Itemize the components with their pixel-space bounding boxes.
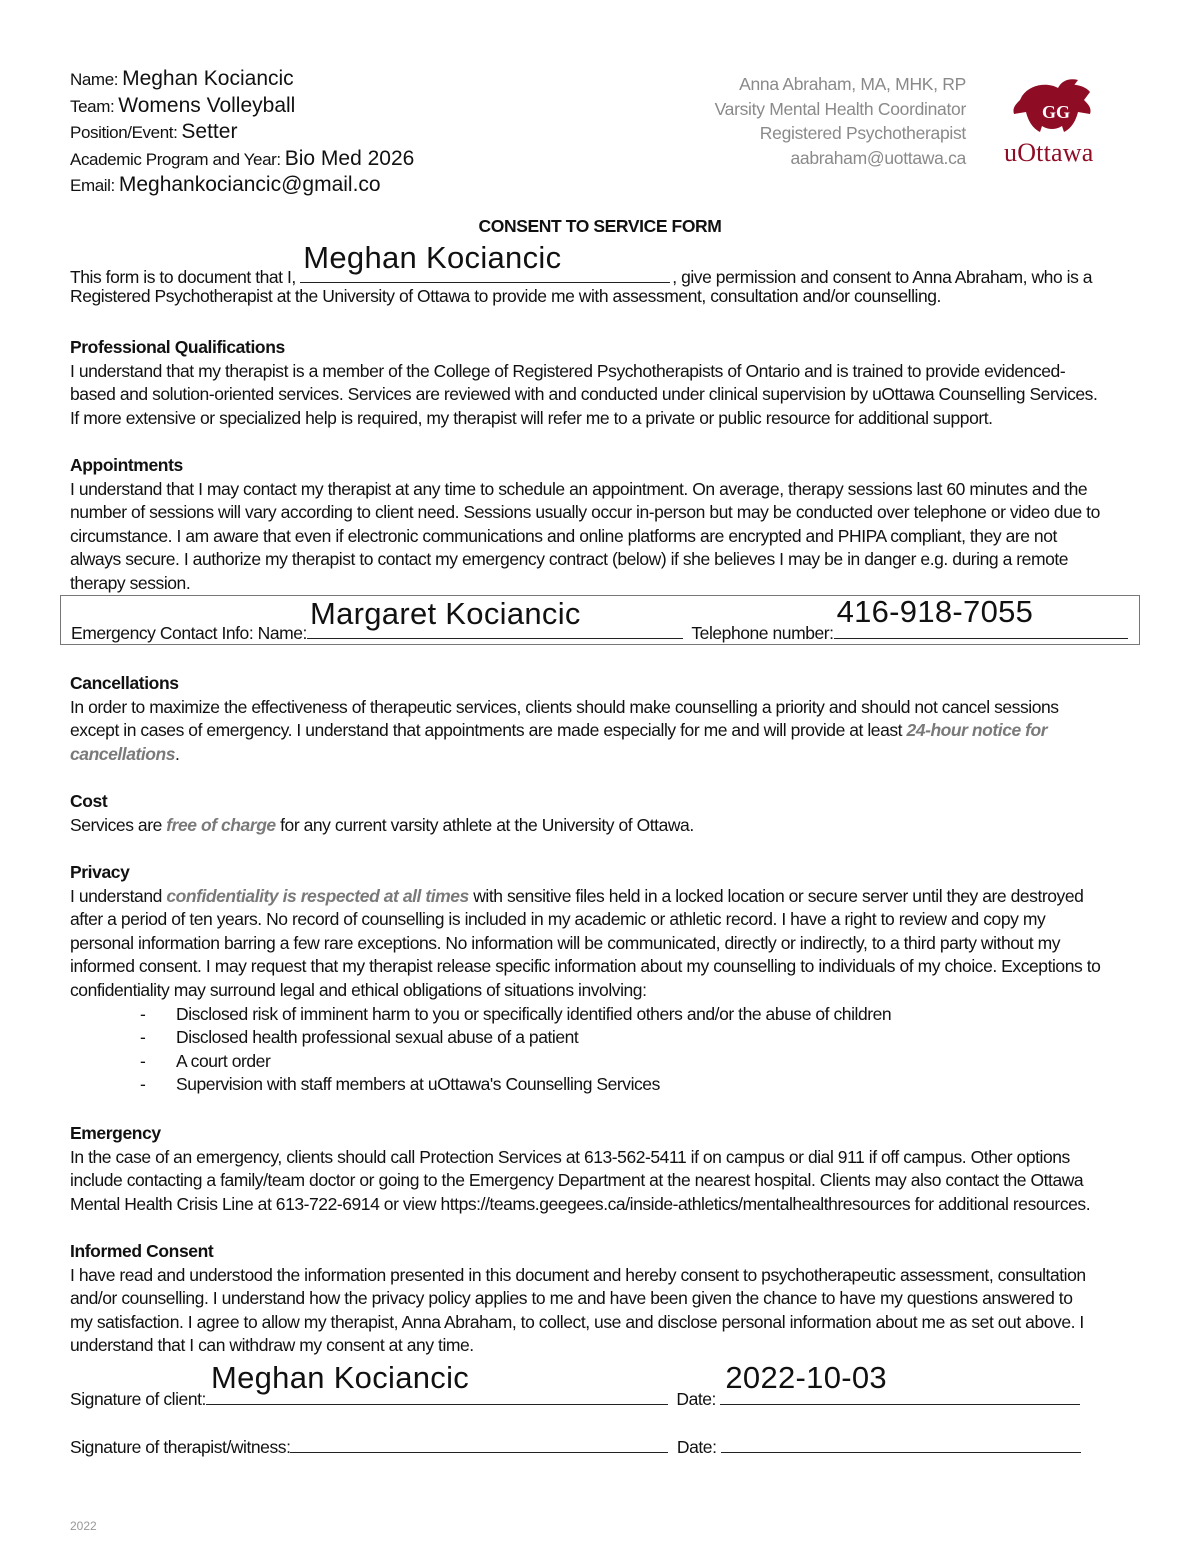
- athlete-team-row: [70, 93, 414, 120]
- team-label: Team:: [70, 96, 115, 116]
- cancellations-section: [70, 672, 1140, 766]
- client-date-field[interactable]: [720, 1360, 1080, 1405]
- appointments-line-5: therapy session.: [70, 572, 191, 593]
- cancellations-line-2-text: except in cases of emergency. I understand that appointments are made especially for me and will provide at least: [70, 720, 907, 741]
- cancellations-line-2: [70, 719, 1140, 743]
- team-value[interactable]: Womens Volleyball: [118, 93, 296, 117]
- client-signature-field[interactable]: [206, 1360, 668, 1405]
- cost-section: [70, 790, 1140, 837]
- name-value[interactable]: Meghan Kociancic: [122, 67, 294, 90]
- client-signature-label: Signature of client:: [70, 1389, 206, 1409]
- privacy-line-5: confidentiality may surround legal and ethical obligations of situations involving:: [70, 979, 647, 1000]
- appointments-line-1: I understand that I may contact my therapist at any time to schedule an appointment. On average, therapy sessions last 60 minutes and the: [70, 478, 1088, 499]
- informed-consent-line-4: understand that I can withdraw my consent at any time.: [70, 1335, 474, 1356]
- list-item: - Disclosed risk of imminent harm to you or specifically identified others and/or the abuse of children: [140, 1003, 1140, 1027]
- intro-line-2: Registered Psychotherapist at the University of Ottawa to provide me with assessment, consultation and/or counselling.: [70, 286, 941, 306]
- client-date-value: 2022-10-03: [725, 1360, 887, 1395]
- intro-statement: [70, 240, 1150, 307]
- qualifications-section: [70, 336, 1140, 430]
- emergency-line-2: include contacting a family/team doctor or going to the Emergency Department at the nearest hospital. Clients may also contact the Ottawa: [70, 1170, 1084, 1191]
- emergency-section: [70, 1122, 1140, 1216]
- therapist-name: Anna Abraham, MA, MHK, RP: [739, 74, 966, 94]
- emergency-phone-field[interactable]: [834, 594, 1128, 639]
- therapist-signature-label: Signature of therapist/witness:: [70, 1437, 291, 1457]
- therapist-email: aabraham@uottawa.ca: [790, 147, 966, 168]
- list-item: - A court order: [140, 1050, 1140, 1074]
- privacy-line-1: [70, 885, 1140, 909]
- logo-emblem-text: GG: [1041, 102, 1071, 122]
- intro-client-name-field[interactable]: [300, 240, 670, 283]
- appointments-line-2: number of sessions will vary according to client need. Sessions usually occur in-person but may be conducted over telephone or video due to: [70, 502, 1100, 523]
- informed-consent-section: [70, 1240, 1140, 1358]
- position-value[interactable]: Setter: [181, 120, 238, 143]
- cancellations-line-1: In order to maximize the effectiveness of therapeutic services, clients should make counselling a priority and should not cancel sessions: [70, 696, 1059, 717]
- uottawa-wordmark: uOttawa: [1004, 138, 1094, 167]
- client-date-label: Date:: [676, 1389, 716, 1409]
- privacy-suffix: with sensitive files held in a locked location or secure server until they are destroyed: [468, 885, 1084, 906]
- list-item: - Disclosed health professional sexual abuse of a patient: [140, 1026, 1140, 1050]
- therapist-title: Registered Psychotherapist: [759, 123, 966, 143]
- cancellations-line-3: [70, 743, 1140, 767]
- cancellation-notice-highlight: 24-hour notice for: [906, 720, 1048, 741]
- cost-prefix: Services are: [70, 814, 167, 835]
- cost-line: [70, 814, 1140, 838]
- cost-highlight: free of charge: [166, 814, 276, 835]
- list-item: - Supervision with staff members at uOttawa's Counselling Services: [140, 1073, 1140, 1097]
- therapist-date-field[interactable]: [721, 1414, 1081, 1453]
- emergency-phone-label: Telephone number:: [691, 623, 834, 643]
- informed-consent-line-2: and/or counselling. I understand how the privacy policy applies to me and have been given the chance to have my questions answered to: [70, 1288, 1073, 1309]
- privacy-line-4: informed consent. I may request that my therapist release specific information about my counselling to individuals of my choice. Exceptions to: [70, 956, 1101, 977]
- privacy-heading: Privacy: [70, 862, 130, 882]
- informed-consent-line-1: I have read and understood the information presented in this document and hereby consent to psychotherapeutic assessment, consultation: [70, 1264, 1086, 1285]
- privacy-line-3: personal information barring a few rare exceptions. No information will be communicated, directly or indirectly, to a third party without my: [70, 932, 1061, 953]
- privacy-line-2: after a period of ten years. No record of counselling is included in my academic or athletic record. I have a right to review and copy my: [70, 909, 1046, 930]
- emergency-line-1: In the case of an emergency, clients should call Protection Services at 613-562-5411 if on campus or dial 911 if off campus. Other options: [70, 1146, 1070, 1167]
- emergency-line-3: Mental Health Crisis Line at 613-722-6914 or view https://teams.geegees.ca/inside-athletics/mentalhealthresources for additional resources.: [70, 1193, 1091, 1214]
- athlete-info: [70, 66, 414, 199]
- program-value[interactable]: Bio Med 2026: [284, 146, 415, 170]
- intro-suffix: , give permission and consent to Anna Abraham, who is a: [672, 267, 1093, 287]
- cost-heading: Cost: [70, 791, 108, 811]
- intro-client-name: Meghan Kociancic: [303, 240, 562, 275]
- form-title: CONSENT TO SERVICE FORM: [478, 216, 722, 236]
- informed-consent-heading: Informed Consent: [70, 1241, 214, 1261]
- appointments-heading: Appointments: [70, 455, 183, 475]
- client-signature-row: [70, 1360, 1080, 1410]
- privacy-highlight: confidentiality is respected at all times: [166, 885, 469, 906]
- athlete-position-row: [70, 119, 414, 146]
- athlete-email-row: [70, 172, 414, 199]
- client-signature-value: Meghan Kociancic: [210, 1360, 470, 1395]
- qualifications-line-2: based and solution-oriented services. Services are reviewed with and conducted under clinical supervision by uOttawa Counselling Services.: [70, 384, 1098, 405]
- emergency-phone-value: 416-918-7055: [836, 594, 1034, 629]
- therapist-info: [715, 72, 966, 170]
- therapist-signature-row: [70, 1414, 1081, 1458]
- athlete-program-row: [70, 146, 414, 173]
- appointments-section: [70, 454, 1140, 596]
- emergency-contact-row: [71, 594, 1128, 644]
- appointments-line-3: circumstance. I am aware that even if electronic communications and online platforms are encrypted and PHIPA compliant, they are not: [70, 525, 1057, 546]
- qualifications-line-3: If more extensive or specialized help is required, my therapist will refer me to a private or public resource for additional support.: [70, 407, 993, 428]
- intro-prefix: This form is to document that I,: [70, 267, 296, 287]
- name-label: Name:: [70, 70, 119, 89]
- therapist-date-label: Date:: [676, 1437, 717, 1457]
- position-label: Position/Event:: [70, 123, 178, 142]
- emergency-contact-box: [60, 595, 1140, 645]
- emergency-name-label: Emergency Contact Info: Name:: [71, 623, 307, 643]
- cancellations-line-3-suffix: .: [175, 743, 180, 764]
- informed-consent-line-3: my satisfaction. I agree to allow my therapist, Anna Abraham, to collect, use and disclose personal information about me as set out above. I: [70, 1311, 1084, 1332]
- appointments-line-4: always secure. I authorize my therapist to contact my emergency contract (below) if she believes I may be in danger e.g. during a remote: [70, 549, 1069, 570]
- cost-suffix: for any current varsity athlete at the University of Ottawa.: [275, 814, 694, 835]
- privacy-exceptions-list: [70, 1003, 1140, 1097]
- privacy-prefix: I understand: [70, 885, 167, 906]
- email-value[interactable]: Meghankociancic@gmail.co: [118, 173, 381, 196]
- therapist-role: Varsity Mental Health Coordinator: [714, 98, 966, 119]
- qualifications-heading: Professional Qualifications: [70, 337, 285, 357]
- therapist-signature-field[interactable]: [290, 1414, 668, 1453]
- cancellation-notice-highlight-cont: cancellations: [70, 743, 176, 764]
- emergency-heading: Emergency: [70, 1123, 161, 1143]
- footer-year: 2022: [70, 1519, 97, 1533]
- privacy-section: [70, 861, 1140, 1097]
- qualifications-line-1: I understand that my therapist is a member of the College of Registered Psychotherapists of Ontario and is trained to provide evidenced-: [70, 360, 1066, 381]
- email-label: Email:: [70, 176, 115, 195]
- athlete-name-row: [70, 66, 414, 93]
- program-label: Academic Program and Year:: [70, 149, 281, 169]
- emergency-name-field[interactable]: [307, 596, 683, 639]
- emergency-name-value: Margaret Kociancic: [309, 596, 581, 631]
- cancellations-heading: Cancellations: [70, 673, 179, 693]
